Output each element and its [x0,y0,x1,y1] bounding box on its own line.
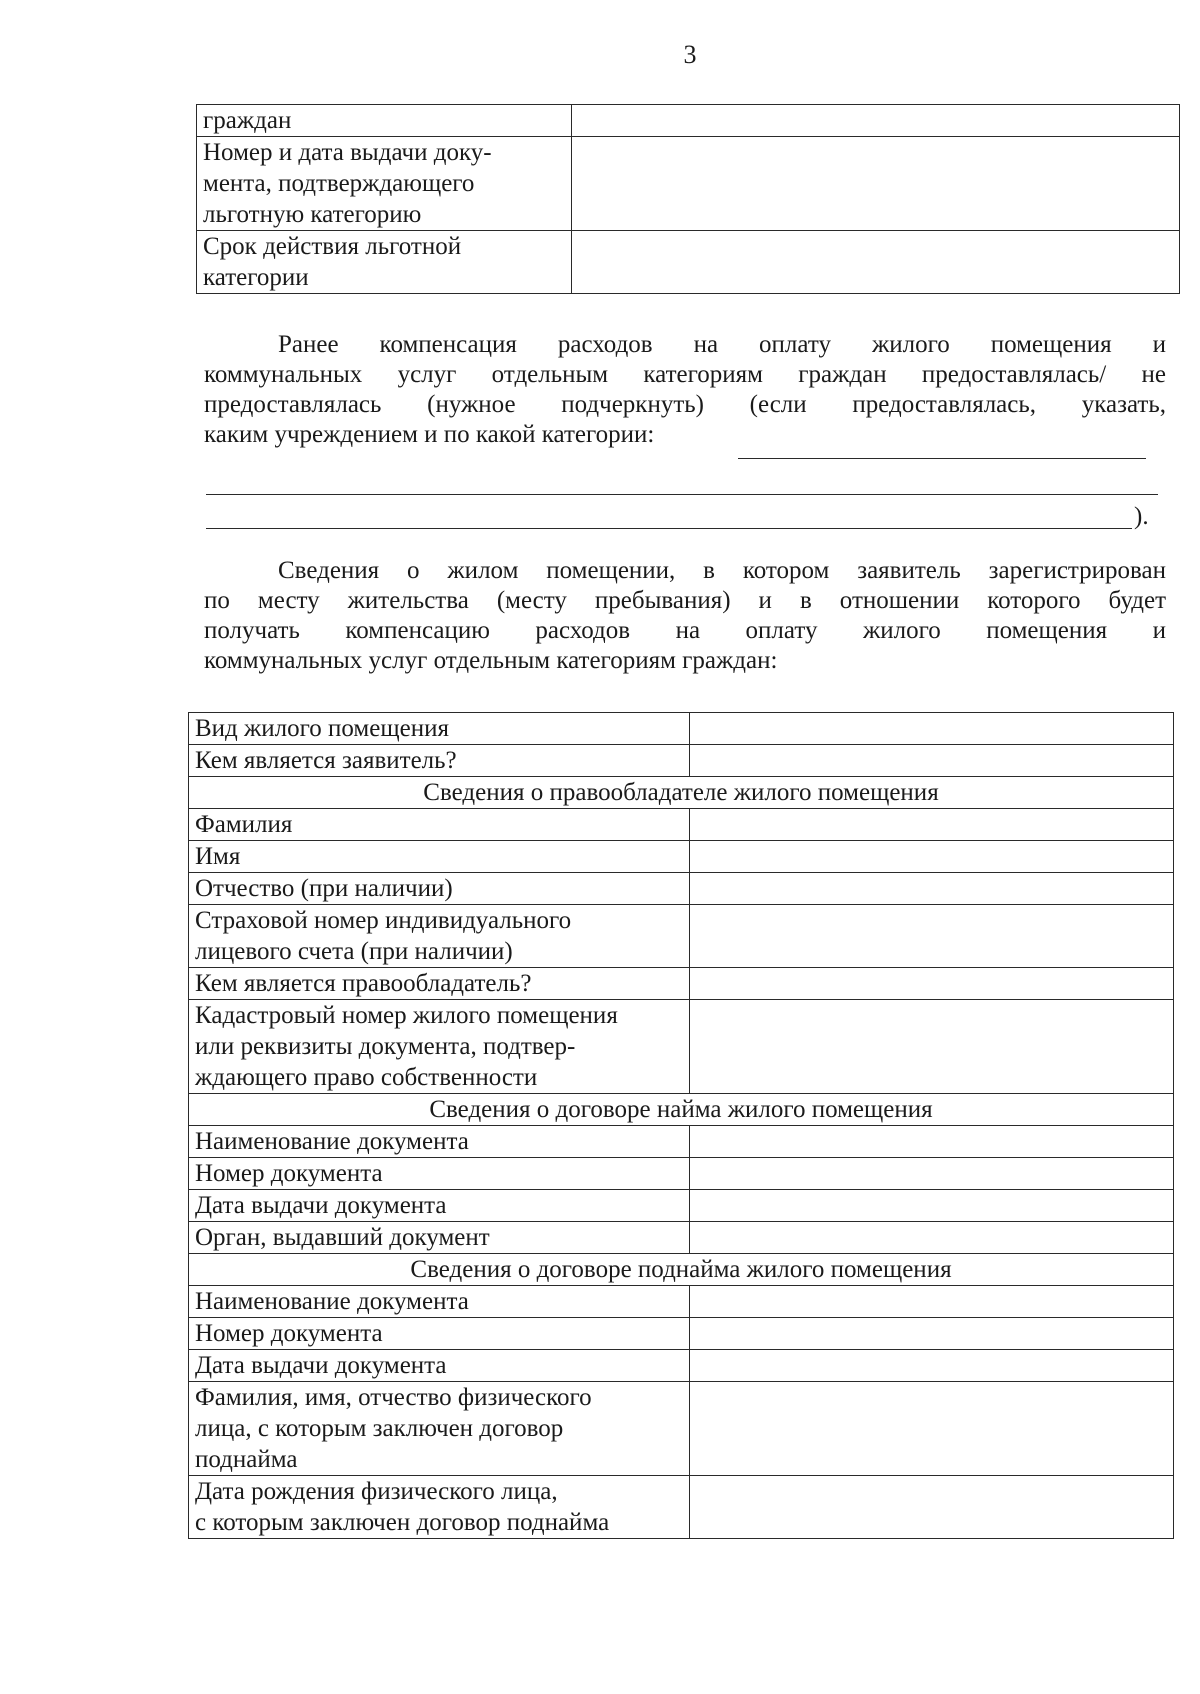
row-label: Орган, выдавший документ [189,1222,690,1254]
table-row [189,1158,1174,1190]
table-row [197,231,1180,294]
row-label: Номер документа [189,1158,690,1190]
row-label: Дата выдачи документа [189,1350,690,1382]
row-label: Номер документа [189,1318,690,1350]
page-number: 3 [683,40,697,69]
row-value-field[interactable] [690,1350,1174,1382]
row-value-field[interactable] [690,841,1174,873]
table-row [189,745,1174,777]
paragraph-line: получать компенсацию расходов на оплату жилого помещения и [204,617,1166,644]
section-heading: Сведения о договоре найма жилого помещения [189,1094,1174,1126]
row-label: Вид жилого помещения [189,713,690,745]
table-row [189,809,1174,841]
prior-compensation-paragraph [204,330,1166,450]
table-row [189,1190,1174,1222]
table-row [189,968,1174,1000]
table-row [197,105,1180,137]
row-label: Наименование документа [189,1126,690,1158]
row-label: Срок действия льготной категории [197,231,572,294]
dwelling-info-table [188,712,1174,1539]
table-section-row [189,1094,1174,1126]
row-value-field[interactable] [690,1126,1174,1158]
table-row [189,1222,1174,1254]
paragraph-line: каким учреждением и по какой категории: [204,421,655,448]
paragraph-line: Сведения о жилом помещении, в котором заявитель зарегистрирован [278,557,1166,584]
row-label: граждан [197,105,572,137]
row-label: Дата рождения физического лица, с которым заключен договор поднайма [189,1476,690,1539]
paragraph-line: предоставлялась (нужное подчеркнуть) (если предоставлялась, указать, [204,391,1166,418]
table-row [189,873,1174,905]
row-value-field[interactable] [690,713,1174,745]
row-label: Дата выдачи документа [189,1190,690,1222]
row-value-field[interactable] [690,1476,1174,1539]
row-label: Фамилия, имя, отчество физического лица, с которым заключен договор поднайма [189,1382,690,1476]
dwelling-info-paragraph [204,556,1166,676]
table-section-row [189,1254,1174,1286]
fill-in-line[interactable] [206,528,1132,529]
row-value-field[interactable] [690,968,1174,1000]
row-label: Кадастровый номер жилого помещения или реквизиты документа, подтвер- ждающего право собственности [189,1000,690,1094]
row-value-field[interactable] [690,1000,1174,1094]
row-value-field[interactable] [690,1318,1174,1350]
row-value-field[interactable] [690,1222,1174,1254]
fill-in-line[interactable] [738,458,1146,459]
row-label: Имя [189,841,690,873]
paragraph-line: коммунальных услуг отдельным категориям граждан: [204,647,778,674]
row-value-field[interactable] [572,105,1180,137]
row-label: Кем является правообладатель? [189,968,690,1000]
row-label: Фамилия [189,809,690,841]
benefit-category-table [196,104,1180,294]
row-label: Страховой номер индивидуального лицевого счета (при наличии) [189,905,690,968]
row-value-field[interactable] [572,231,1180,294]
table-row [189,1350,1174,1382]
table-row [189,1476,1174,1539]
table-row [189,713,1174,745]
table-row [189,1286,1174,1318]
table-row [197,137,1180,231]
row-label: Наименование документа [189,1286,690,1318]
row-value-field[interactable] [690,809,1174,841]
paragraph-line: по месту жительства (месту пребывания) и в отношении которого будет [204,587,1166,614]
section-heading: Сведения о договоре поднайма жилого помещения [189,1254,1174,1286]
paragraph-line: коммунальных услуг отдельным категориям граждан предоставлялась/ не [204,361,1166,388]
row-value-field[interactable] [690,1158,1174,1190]
row-value-field[interactable] [690,873,1174,905]
section-heading: Сведения о правообладателе жилого помещения [189,777,1174,809]
row-value-field[interactable] [690,1286,1174,1318]
row-value-field[interactable] [690,1382,1174,1476]
paragraph-line: Ранее компенсация расходов на оплату жилого помещения и [278,331,1166,358]
row-value-field[interactable] [690,745,1174,777]
row-label: Номер и дата выдачи доку- мента, подтверждающего льготную категорию [197,137,572,231]
row-label: Кем является заявитель? [189,745,690,777]
row-value-field[interactable] [690,905,1174,968]
table-row [189,1126,1174,1158]
table-row [189,1000,1174,1094]
row-value-field[interactable] [690,1190,1174,1222]
table-row [189,1382,1174,1476]
table-row [189,905,1174,968]
table-row [189,841,1174,873]
row-label: Отчество (при наличии) [189,873,690,905]
table-row [189,1318,1174,1350]
closing-parenthesis: ). [1134,503,1149,530]
row-value-field[interactable] [572,137,1180,231]
fill-in-line[interactable] [206,494,1158,495]
table-section-row [189,777,1174,809]
